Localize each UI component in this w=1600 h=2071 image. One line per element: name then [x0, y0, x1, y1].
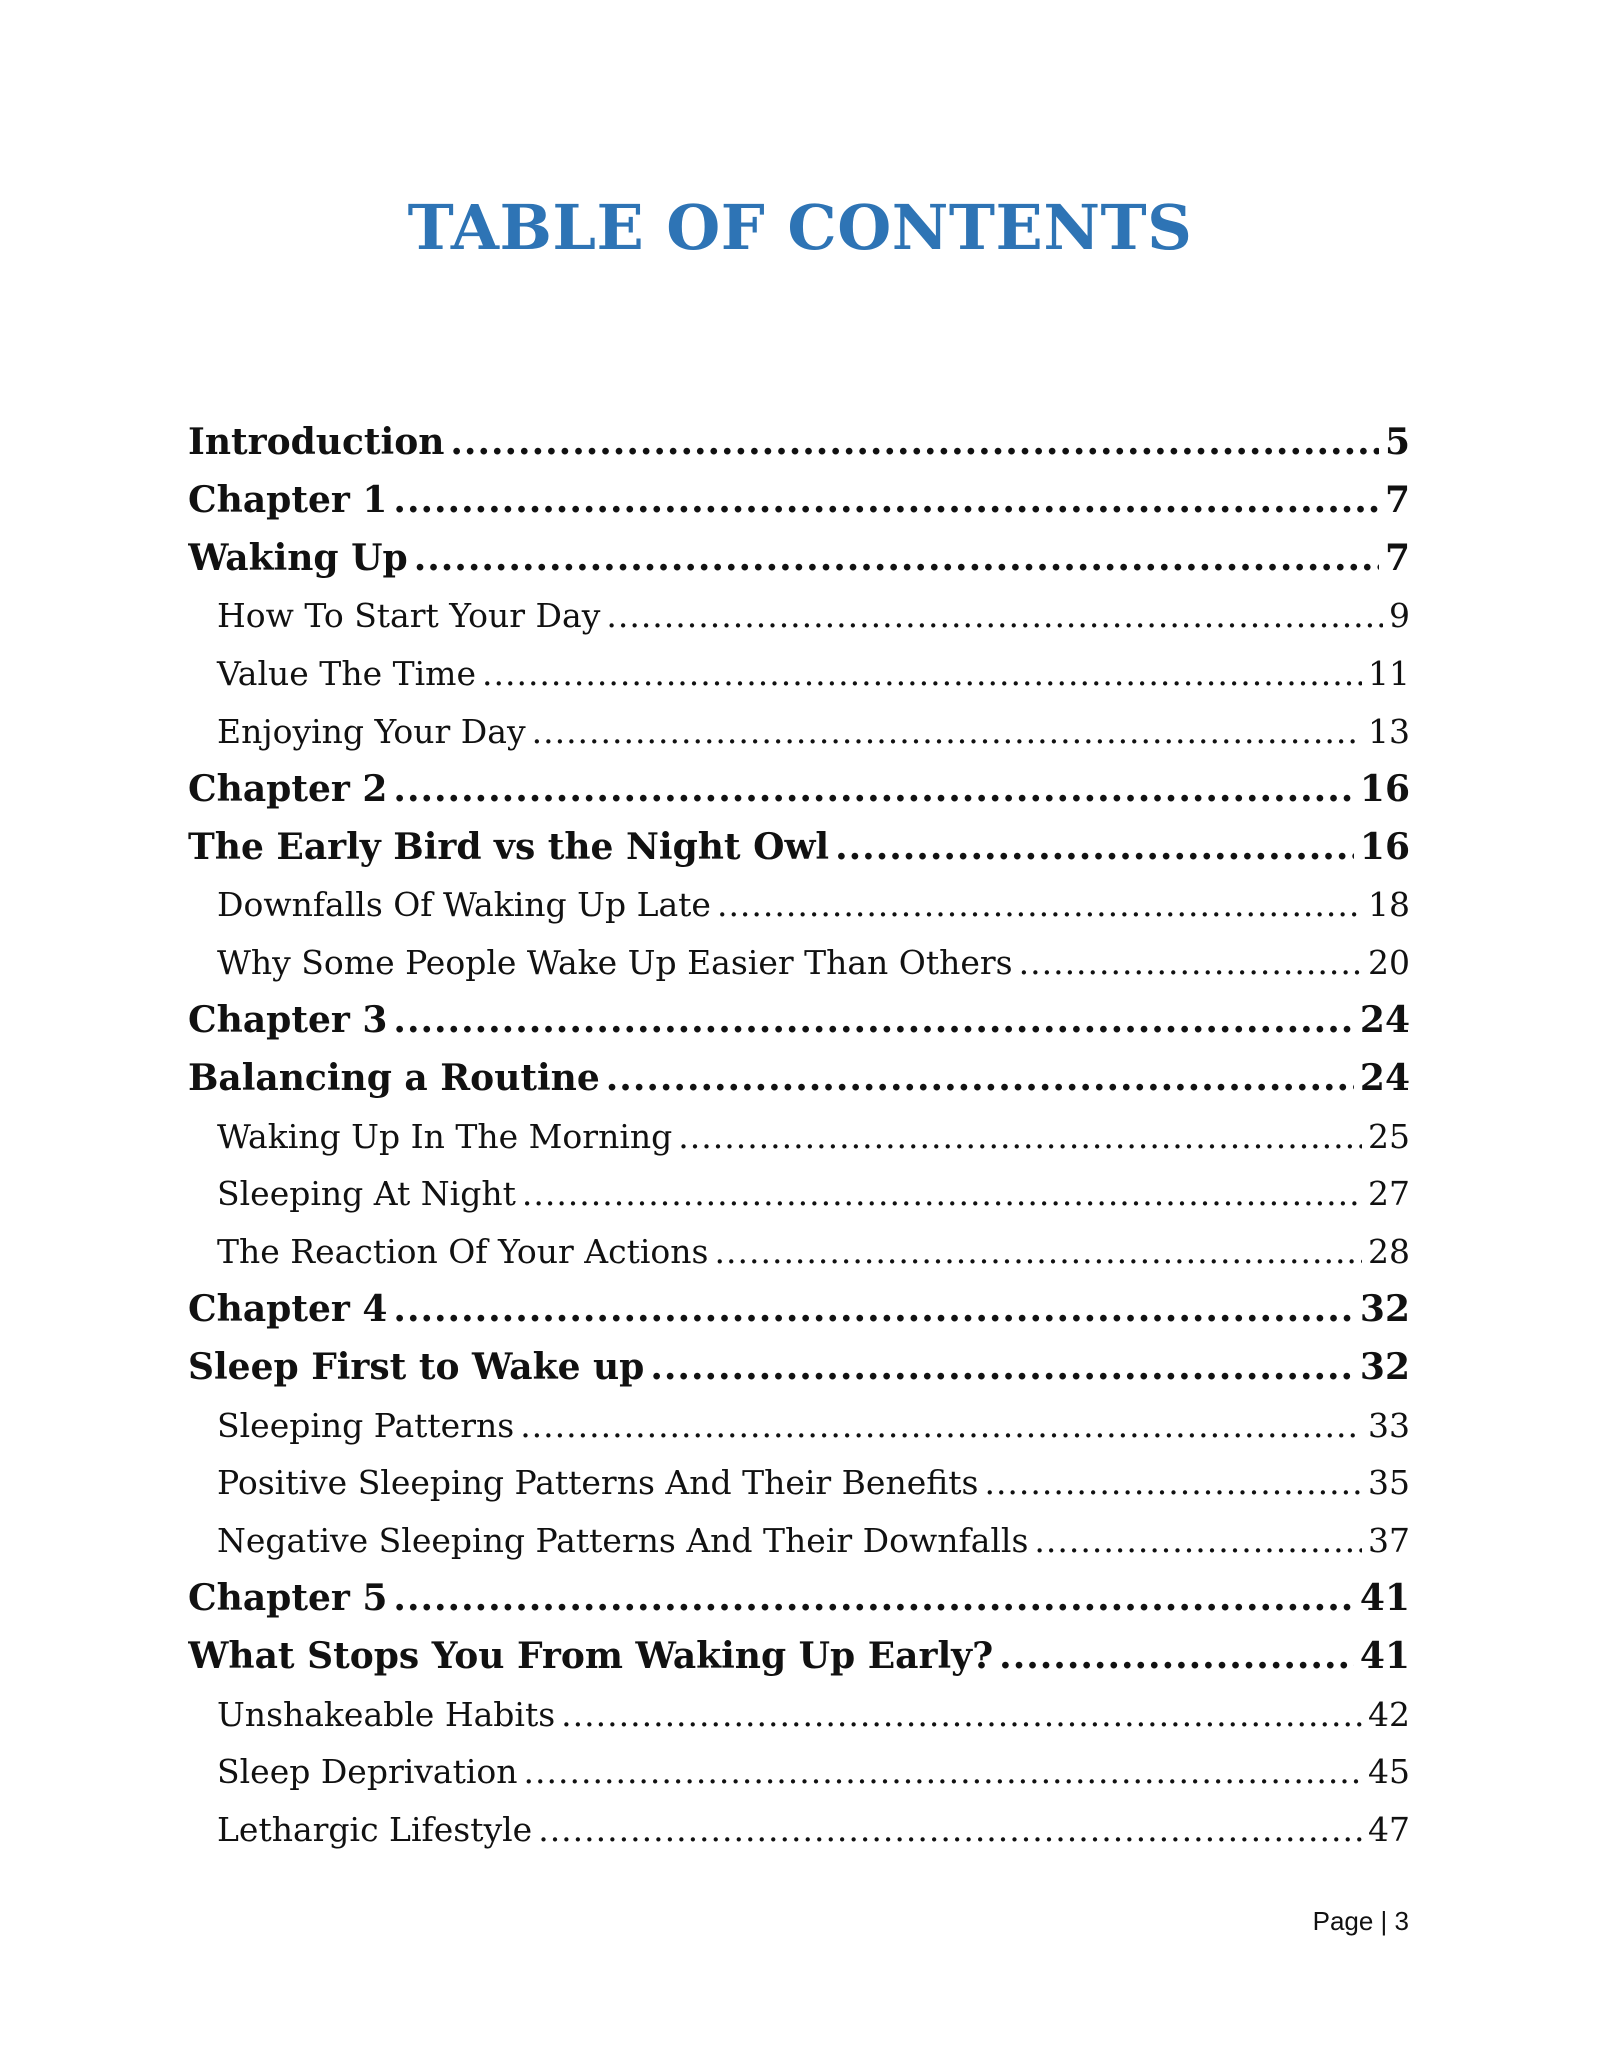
toc-entry-label: Waking Up: [188, 536, 408, 579]
toc-entry-label: Sleep Deprivation: [217, 1752, 518, 1792]
toc-subheading-entry[interactable]: [188, 1165, 1410, 1223]
toc-entry-label: Introduction: [188, 421, 445, 463]
toc-dot-leader: [715, 1223, 1363, 1281]
toc-entry-label: Chapter 1: [188, 478, 388, 521]
toc-entry-label: Waking Up In The Morning: [217, 1116, 673, 1156]
toc-entry-label: What Stops You From Waking Up Early?: [188, 1634, 994, 1677]
toc-heading-entry[interactable]: [188, 1628, 1410, 1686]
toc-dot-leader: [835, 819, 1354, 877]
toc-dot-leader: [538, 1801, 1362, 1859]
toc-dot-leader: [532, 703, 1362, 761]
toc-entry-page: 5: [1384, 421, 1410, 463]
toc-dot-leader: [393, 761, 1353, 819]
toc-entry-label: Chapter 5: [188, 1576, 388, 1619]
toc-entry-label: The Reaction Of Your Actions: [217, 1232, 709, 1272]
toc-subheading-entry[interactable]: [188, 934, 1410, 992]
toc-dot-leader: [1034, 1512, 1362, 1570]
toc-entry-label: Sleep First to Wake up: [188, 1345, 645, 1388]
toc-entry-label: Balancing a Routine: [188, 1056, 600, 1099]
toc-entry-page: 28: [1368, 1232, 1410, 1272]
toc-entry-label: Unshakeable Habits: [217, 1694, 556, 1734]
toc-entry-page: 16: [1359, 825, 1410, 868]
toc-entry-label: Chapter 2: [188, 767, 388, 810]
toc-entry-label: Lethargic Lifestyle: [217, 1810, 533, 1850]
toc-entry-label: How To Start Your Day: [217, 596, 601, 636]
toc-entry-page: 18: [1368, 885, 1410, 925]
toc-dot-leader: [524, 1743, 1362, 1801]
toc-entry-page: 42: [1368, 1694, 1410, 1734]
page-number: Page | 3: [1312, 1906, 1409, 1936]
toc-subheading-entry[interactable]: [188, 1454, 1410, 1512]
toc-dot-leader: [393, 1281, 1353, 1339]
page-title: TABLE OF CONTENTS: [407, 191, 1193, 264]
toc-entry-page: 20: [1368, 943, 1410, 983]
toc-subheading-entry[interactable]: [188, 1801, 1410, 1859]
toc-subheading-entry[interactable]: [188, 876, 1410, 934]
toc-entry-page: 41: [1359, 1576, 1410, 1619]
toc-entry-page: 32: [1359, 1287, 1410, 1330]
toc-entry-label: Positive Sleeping Patterns And Their Benefits: [217, 1463, 979, 1503]
toc-dot-leader: [1019, 934, 1362, 992]
toc-heading-entry[interactable]: [188, 414, 1410, 472]
toc-entry-page: 45: [1368, 1752, 1410, 1792]
toc-entry-label: Sleeping At Night: [217, 1174, 516, 1214]
toc-heading-entry[interactable]: [188, 1570, 1410, 1628]
toc-heading-entry[interactable]: [188, 472, 1410, 530]
toc-dot-leader: [393, 992, 1353, 1050]
toc-entry-page: 16: [1359, 767, 1410, 810]
toc-entry-label: Chapter 4: [188, 1287, 388, 1330]
toc-dot-leader: [606, 1050, 1354, 1108]
toc-heading-entry[interactable]: [188, 761, 1410, 819]
toc-dot-leader: [393, 1570, 1353, 1628]
toc-subheading-entry[interactable]: [188, 587, 1410, 645]
toc-dot-leader: [561, 1686, 1362, 1744]
toc-subheading-entry[interactable]: [188, 1686, 1410, 1744]
toc-dot-leader: [717, 876, 1362, 934]
toc-entry-page: 24: [1359, 998, 1410, 1041]
toc-subheading-entry[interactable]: [188, 645, 1410, 703]
toc-dot-leader: [522, 1165, 1362, 1223]
toc-dot-leader: [606, 587, 1383, 645]
toc-entry-label: Value The Time: [217, 654, 476, 694]
toc-entry-page: 41: [1359, 1634, 1410, 1677]
toc-subheading-entry[interactable]: [188, 1743, 1410, 1801]
toc-heading-entry[interactable]: [188, 1050, 1410, 1108]
toc-entry-page: 27: [1368, 1174, 1410, 1214]
toc-dot-leader: [678, 1108, 1362, 1166]
toc-entry-label: Negative Sleeping Patterns And Their Downfalls: [217, 1521, 1029, 1561]
toc-entry-page: 7: [1384, 478, 1410, 521]
toc-entry-page: 11: [1368, 654, 1410, 694]
toc-entry-label: Why Some People Wake Up Easier Than Others: [217, 943, 1013, 983]
toc-dot-leader: [393, 472, 1379, 530]
toc-subheading-entry[interactable]: [188, 703, 1410, 761]
toc-heading-entry[interactable]: [188, 1281, 1410, 1339]
toc-dot-leader: [984, 1454, 1362, 1512]
toc-dot-leader: [414, 530, 1379, 588]
toc-dot-leader: [482, 645, 1362, 703]
toc-subheading-entry[interactable]: [188, 1108, 1410, 1166]
toc-dot-leader: [520, 1397, 1362, 1455]
toc-entry-page: 25: [1368, 1116, 1410, 1156]
toc-heading-entry[interactable]: [188, 819, 1410, 877]
toc-entry-page: 47: [1368, 1810, 1410, 1850]
toc-subheading-entry[interactable]: [188, 1223, 1410, 1281]
toc-subheading-entry[interactable]: [188, 1397, 1410, 1455]
toc-entry-page: 9: [1389, 596, 1410, 636]
toc-entry-label: The Early Bird vs the Night Owl: [188, 825, 830, 868]
toc-entry-label: Enjoying Your Day: [217, 711, 526, 751]
toc-entry-page: 24: [1359, 1056, 1410, 1099]
toc-heading-entry[interactable]: [188, 1339, 1410, 1397]
toc-entry-label: Chapter 3: [188, 998, 388, 1041]
toc-entry-label: Sleeping Patterns: [217, 1405, 515, 1445]
toc-entry-page: 32: [1359, 1345, 1410, 1388]
toc-heading-entry[interactable]: [188, 530, 1410, 588]
toc-dot-leader: [650, 1339, 1354, 1397]
table-of-contents: [188, 414, 1410, 1859]
toc-entry-page: 13: [1368, 711, 1410, 751]
toc-subheading-entry[interactable]: [188, 1512, 1410, 1570]
toc-entry-label: Downfalls Of Waking Up Late: [217, 885, 711, 925]
toc-entry-page: 7: [1384, 536, 1410, 579]
toc-entry-page: 33: [1368, 1405, 1410, 1445]
toc-heading-entry[interactable]: [188, 992, 1410, 1050]
toc-entry-page: 35: [1368, 1463, 1410, 1503]
toc-dot-leader: [450, 414, 1379, 472]
toc-entry-page: 37: [1368, 1521, 1410, 1561]
toc-dot-leader: [999, 1628, 1354, 1686]
